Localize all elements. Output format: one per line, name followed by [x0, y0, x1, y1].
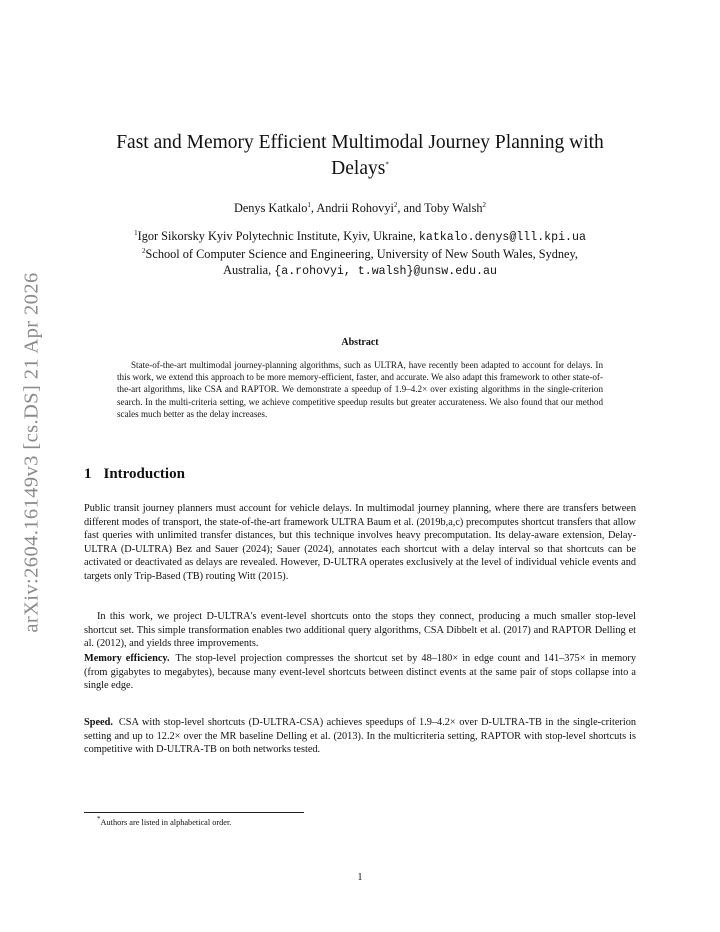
footnote: *Authors are listed in alphabetical order.	[97, 815, 232, 827]
title-text: Fast and Memory Efficient Multimodal Journey Planning with Delays	[116, 132, 604, 179]
author-3-affil: 2	[482, 200, 487, 209]
arxiv-identifier: arXiv:2604.16149v3 [cs.DS] 21 Apr 2026	[20, 271, 43, 633]
email-2: {a.rohovyi, t.walsh}@unsw.edu.au	[274, 265, 497, 278]
affiliations	[96, 228, 624, 280]
affiliation-2-cont: Australia, {a.rohovyi, t.walsh}@unsw.edu.au	[223, 263, 497, 278]
author-3: and Toby Walsh	[403, 201, 483, 215]
affiliation-2: $^2$School of Computer Science and Engineering, University of New South Wales, Sydney,	[142, 246, 578, 261]
abstract-heading: Abstract	[341, 337, 379, 348]
page-number: 1	[357, 872, 363, 883]
author-1: Denys Katkalo	[233, 201, 308, 215]
abstract-body: State-of-the-art multimodal journey-planning algorithms, such as ULTRA, have recently been adapted to account for delays. In this work, we extend this approach to be more memory-efficient, faster, and accurate. We also adapt this framework to other state-of-the-art algorithms, like CSA and RAPTOR. We demonstrate a speedup of 1.9–4.2× over existing algorithms in the single-criterion search. In the multi-criteria setting, we achieve competitive speedup results but greater accurateness. We also found that our method scales much better as the delay increases.	[117, 360, 603, 419]
paragraph-speed: Speed. CSA with stop-level shortcuts (D-ULTRA-CSA) achieves speedups of 1.9–4.2× over D-ULTRA-TB in the single-criterion setting and up to 12.2× over the MR baseline Delling et al. (2013). In the multicriteria setting, RAPTOR with stop-level shortcuts is competitive with D-ULTRA-TB on both networks tested.	[84, 717, 636, 755]
email-1: katkalo.denys@lll.kpi.ua	[418, 231, 586, 244]
runin-heading-memory: Memory efficiency.	[84, 653, 170, 664]
section-title: Introduction	[103, 466, 185, 482]
affiliation-1: $^1$Igor Sikorsky Kyiv Polytechnic Institute, Kyiv, Ukraine, katkalo.denys@lll.kpi.ua	[134, 228, 586, 244]
section-number: 1	[84, 466, 92, 482]
section-heading	[84, 466, 185, 483]
runin-heading-speed: Speed.	[84, 717, 113, 728]
paper-title	[96, 130, 624, 182]
author-1-affil: 1	[307, 200, 311, 209]
title-footnote-mark: *	[385, 160, 389, 169]
arxiv-sidebar-stamp	[10, 260, 54, 644]
footnote-rule	[84, 812, 304, 813]
author-2: Andrii Rohovyi	[316, 201, 394, 215]
paragraph-memory-efficiency: Memory efficiency. The stop-level projection compresses the shortcut set by 48–180× in edge count and 141–375× in memory (from gigabytes to megabytes), because many event-level shortcuts between distinct events at the same pair of stops collapse into a single edge.	[84, 653, 636, 691]
paragraph-2: In this work, we project D-ULTRA's event-level shortcuts onto the stops they connect, producing a much smaller stop-level shortcut set. This simple transformation enables two additional query algorithms, CSA Dibbelt et al. (2017) and RAPTOR Delling et al. (2012), and yields three improvements.	[84, 611, 636, 649]
paragraph-1: Public transit journey planners must account for vehicle delays. In multimodal journey planning, where there are transfers between different modes of transport, the state-of-the-art framework ULTRA Baum et al. (2019b,a,c) precomputes shortcut transfers that allow fast queries with unlimited transfer distances, but this technique involves heavy precomputation. Its delay-aware extension, Delay-ULTRA (D-ULTRA) Bez and Sauer (2024); Sauer (2024), annotates each shortcut with a delay interval so that shortcuts can be activated or deactivated as delays are revealed. However, D-ULTRA operates exclusively at the level of individual vehicle events and targets only Trip-Based (TB) routing Witt (2015).	[84, 503, 636, 582]
author-2-affil: 2	[393, 200, 398, 209]
author-list: Denys Katkalo$^1$, Andrii Rohovyi$^2$, and Toby Walsh$^2$	[233, 200, 487, 215]
